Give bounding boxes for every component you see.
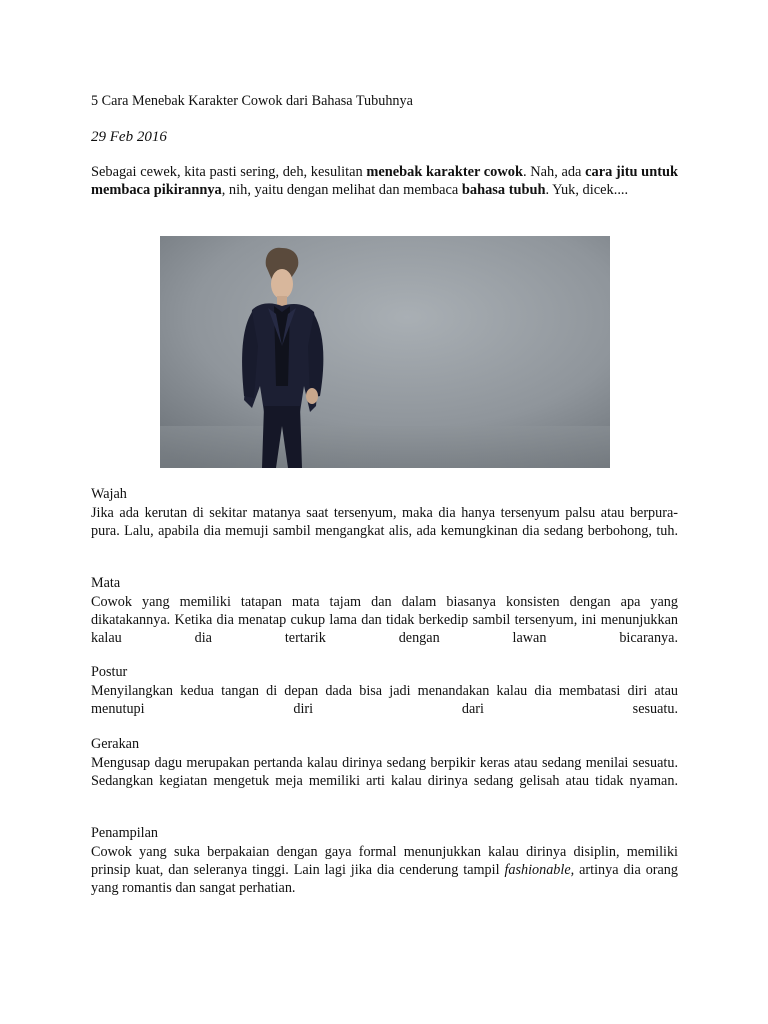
section-body-gerakan: Mengusap dagu merupakan pertanda kalau dirinya sedang berpikir keras atau sedang menilai sesuatu. Sedangkan kegiatan mengetuk meja memiliki arti kalau dirinya sedang gelisah atau tidak nyaman.: [91, 755, 678, 789]
intro-text-3: , nih, yaitu dengan melihat dan membaca: [221, 182, 462, 198]
article-date: 29 Feb 2016: [91, 129, 167, 145]
section-heading-postur: Postur: [91, 664, 128, 680]
penampilan-text-before: Cowok yang suka berpakaian dengan gaya formal menunjukkan kalau dirinya disiplin, memiliki prinsip kuat, dan seleranya tinggi. Lain lagi jika dia cenderung tampil: [91, 844, 678, 878]
penampilan-text-after: artinya dia orang yang romantis dan sangat perhatian.: [91, 862, 678, 896]
man-in-dark-suit-photo: [160, 236, 610, 468]
section-heading-penampilan: Penampilan: [91, 825, 158, 841]
section-body-postur: Menyilangkan kedua tangan di depan dada bisa jadi menandakan kalau dia membatasi diri atau menutupi diri dari sesuatu.: [91, 683, 678, 717]
section-body-wajah: Jika ada kerutan di sekitar matanya saat tersenyum, maka dia hanya tersenyum palsu atau berpura-pura. Lalu, apabila dia memuji sambil mengangkat alis, ada kemungkinan dia sedang berbohong, tuh.: [91, 505, 678, 539]
intro-text-1: Sebagai cewek, kita pasti sering, deh, kesulitan: [91, 164, 367, 180]
penampilan-italic: fashionable,: [504, 862, 575, 878]
intro-paragraph: [91, 163, 678, 199]
section-heading-wajah: Wajah: [91, 486, 127, 502]
section-heading-gerakan: Gerakan: [91, 736, 140, 752]
intro-bold-3: bahasa tubuh: [461, 182, 546, 198]
photo-illustration: [160, 236, 610, 468]
intro-text-4: . Yuk, dicek....: [545, 182, 629, 198]
section-body-mata: Cowok yang memiliki tatapan mata tajam dan dalam biasanya konsisten dengan apa yang dikatakannya. Ketika dia menatap cukup lama dan tidak berkedip sambil tersenyum, ini menunjukkan kalau dia tertarik dengan lawan bicaranya.: [91, 594, 678, 646]
intro-bold-1: menebak karakter cowok: [366, 164, 523, 180]
intro-text-2: . Nah, ada: [522, 164, 586, 180]
intro-bold-2: cara jitu untuk membaca pikirannya: [91, 164, 678, 198]
section-heading-mata: Mata: [91, 575, 121, 591]
article-title: 5 Cara Menebak Karakter Cowok dari Bahasa Tubuhnya: [91, 93, 413, 109]
section-body-penampilan: [91, 843, 678, 897]
